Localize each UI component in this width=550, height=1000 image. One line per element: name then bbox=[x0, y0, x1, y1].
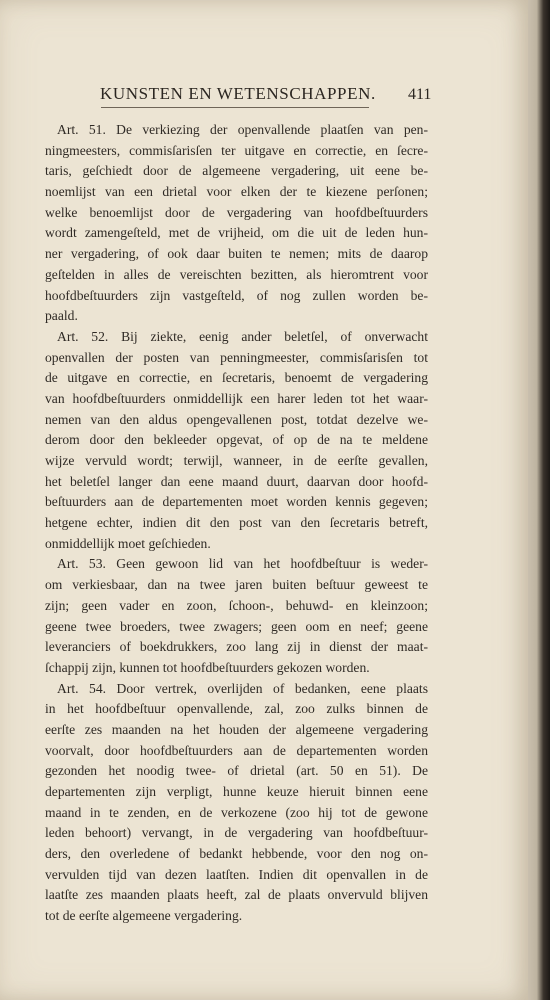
text-line: vervulden tijd van dezen laatſten. Indien dit openvallen in de bbox=[45, 866, 428, 882]
text-line: gezonden het noodig twee- of drietal (art. 50 en 51). De bbox=[45, 763, 428, 779]
text-line: nemen van den aldus opengevallenen post, totdat dezelve we- bbox=[45, 411, 428, 427]
text-line: in het hoofdbeſtuur openvallende, zal, zoo zulks binnen de bbox=[45, 701, 428, 717]
text-line: leveranciers of boekdrukkers, zoo lang zij in dienst der maat- bbox=[45, 639, 428, 655]
text-line: taris, geſchiedt door de algemeene vergadering, uit eene be- bbox=[45, 163, 428, 179]
text-line: het beletſel langer dan eene maand duurt, daarvan door hoofd- bbox=[45, 473, 428, 489]
text-line: ner vergadering, of ook daar buiten te nemen; mits de daarop bbox=[45, 246, 428, 262]
text-line: hetgene echter, indien dit den post van den ſecretaris betreft, bbox=[45, 515, 428, 531]
text-line: de uitgave en correctie, en ſecretaris, benoemt de vergadering bbox=[45, 370, 428, 386]
text-line: openvallen der posten van penningmeester, commisſarisſen tot bbox=[45, 349, 428, 365]
text-line: Art. 51. De verkiezing der openvallende plaatſen van pen- bbox=[57, 122, 428, 137]
text-line: wijze vervuld wordt; terwijl, wanneer, in de eerſte gevallen, bbox=[45, 453, 428, 468]
text-line: zijn; geen vader en zoon, ſchoon-, behuwd- en kleinzoon; bbox=[45, 597, 428, 613]
page-edge bbox=[528, 0, 550, 1000]
text-line: ſchappij zijn, kunnen tot hoofdbeſtuurders gekozen worden. bbox=[45, 659, 370, 675]
text-line: wordt zamengeſteld, met de vrijheid, om die uit de leden hun- bbox=[45, 225, 428, 241]
text-line: ningmeesters, commisſarisſen ter uitgave en correctie, en ſecre- bbox=[45, 142, 428, 158]
text-line: welke benoemlijst door de vergadering van hoofdbeſtuurders bbox=[45, 204, 428, 220]
text-line: noemlijst van een drietal voor elken der te kiezene perſonen; bbox=[45, 184, 428, 200]
text-line: eerſte zes maanden na het houden der algemeene vergadering bbox=[45, 721, 428, 737]
text-line: laatſte zes maanden plaats heeft, zal de plaats onvervuld blijven bbox=[45, 887, 428, 903]
text-line: leden behoort) vervangt, in de vergadering van hoofdbeſtuur- bbox=[45, 825, 428, 841]
text-line: hoofdbeſtuurders zijn vastgeſteld, of nog zullen worden be- bbox=[45, 287, 428, 303]
page-number: 411 bbox=[408, 86, 432, 103]
text-line: maand in te zenden, en de verkozene (zoo hij tot de gewone bbox=[45, 804, 428, 820]
text-line: derom door den bekleeder opgevat, of op de na te meldene bbox=[45, 432, 428, 448]
text-line: beſtuurders aan de departementen moet worden kennis gegeven; bbox=[45, 494, 428, 510]
header-rule bbox=[101, 107, 369, 108]
text-line: geſtelden in alles de vereischten bezitten, als hieromtrent voor bbox=[45, 266, 428, 282]
text-line: Art. 54. Door vertrek, overlijden of bedanken, eene plaats bbox=[57, 680, 428, 696]
text-line: ders, den overledene of bedankt hebbende, voor den nog on- bbox=[45, 846, 428, 862]
text-line: voorvalt, door hoofdbeſtuurders aan de departementen worden bbox=[45, 742, 428, 758]
text-line: geene twee broeders, twee zwagers; geen oom en neef; geene bbox=[45, 618, 428, 634]
text-line: onmiddellijk moet geſchieden. bbox=[45, 535, 211, 551]
text-line: van hoofdbeſtuurders onmiddellijk een harer leden tot het waar- bbox=[45, 390, 428, 406]
text-line: departementen zijn verpligt, hunne keuze hieruit binnen eene bbox=[45, 784, 428, 799]
text-line: Art. 53. Geen gewoon lid van het hoofdbeſtuur is weder- bbox=[57, 556, 428, 572]
body-text bbox=[45, 120, 428, 927]
page-header bbox=[100, 84, 432, 106]
text-line: tot de eerſte algemeene vergadering. bbox=[45, 908, 243, 924]
text-line: om verkiesbaar, dan na twee jaren buiten beſtuur geweest te bbox=[45, 577, 428, 593]
text-line: paald. bbox=[45, 308, 78, 324]
text-line: Art. 52. Bij ziekte, eenig ander beletſel, of onverwacht bbox=[57, 328, 428, 344]
running-title: KUNSTEN EN WETENSCHAPPEN. bbox=[100, 84, 376, 103]
